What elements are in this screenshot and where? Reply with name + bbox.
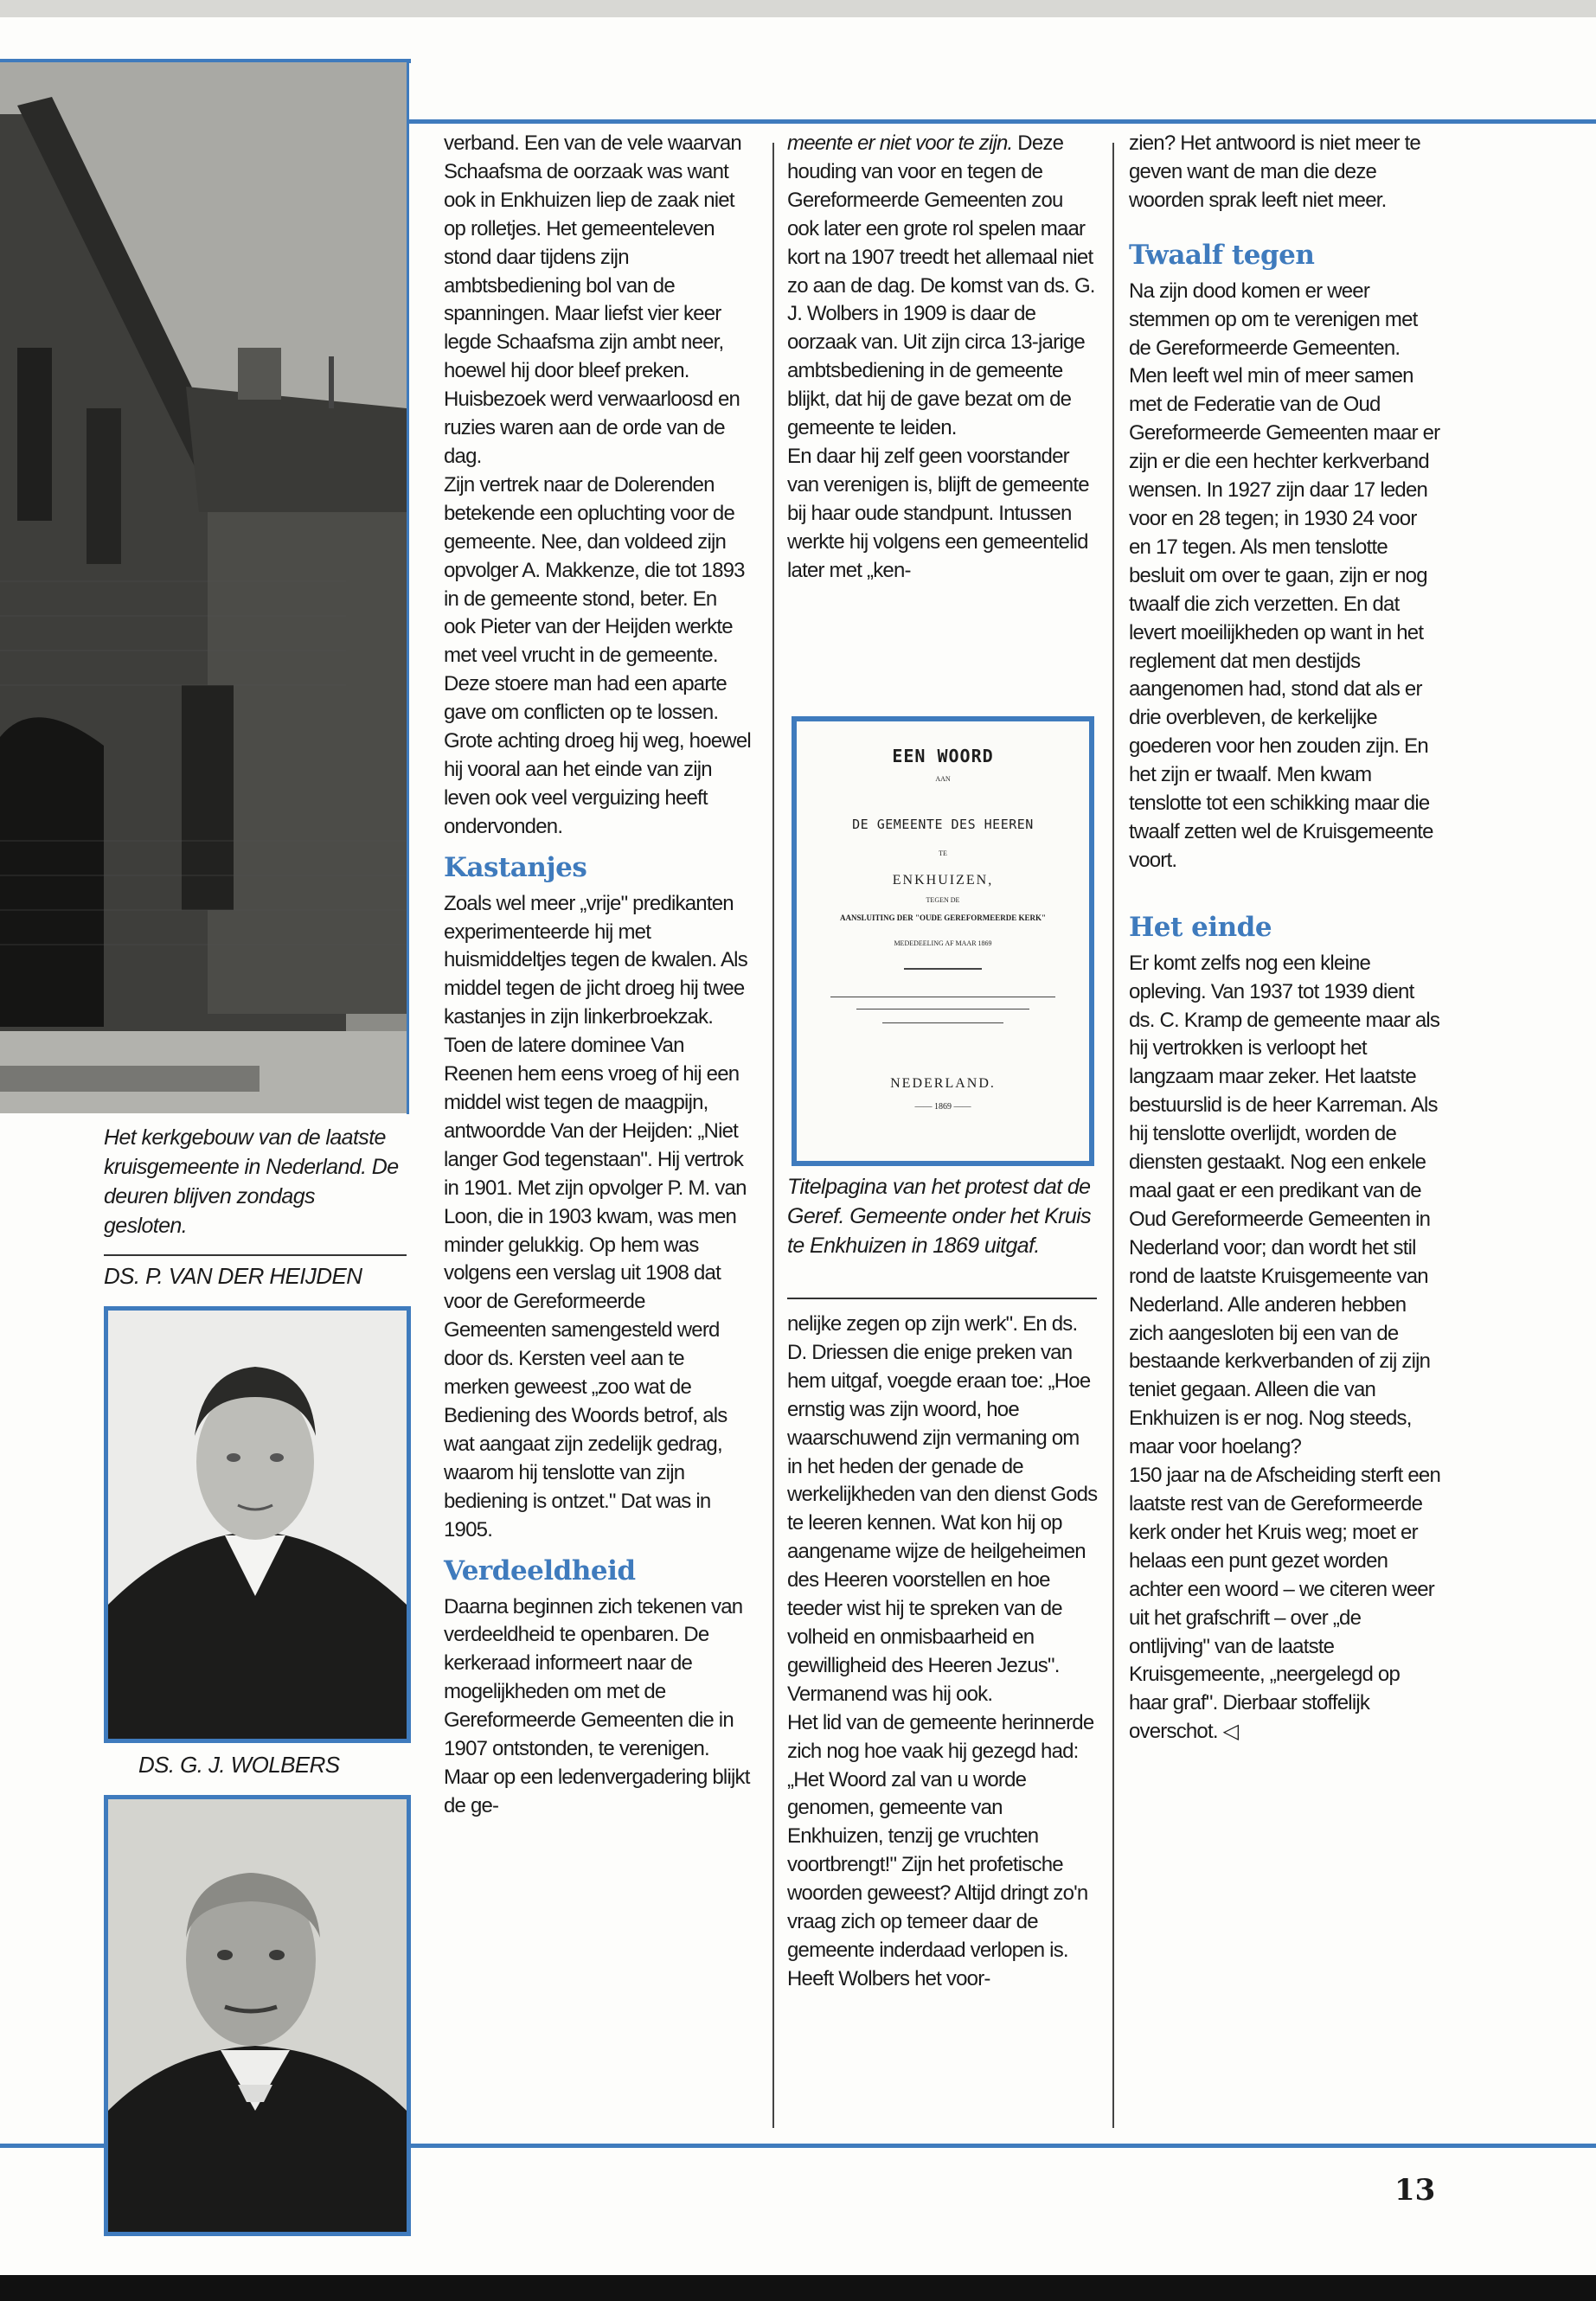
titlepage-line-2: AAN [935, 775, 951, 783]
titlepage-line-3: DE GEMEENTE DES HEEREN [852, 817, 1034, 832]
column3-paragraph-2: Na zijn dood komen er weer stemmen op om te verenigen met de Gereformeerde Gemeenten. Men leeft wel min of meer samen met de Federatie van de Oud Gereformeerde Gemeenten maar er zijn er die een hechter kerkverband wensen. In 1927 zijn daar 17 leden voor en 28 tegen; in 1930 24 voor en 17 tegen. Als men tenslotte besluit om over te gaan, zijn er nog twaalf die zich verzetten. En dat levert moeilijkheden op want in het reglement dat men destijds aangenomen had, stond dat als er drie overbleven, de kerkelijke goederen voor hen zouden zijn. En het zijn er twaalf. Men kwam tenslotte tot een schikking maar die twaalf zetten wel de Kruisgemeente voort. [1129, 279, 1440, 872]
column1-paragraph-4: Daarna beginnen zich tekenen van verdeeldheid te openbaren. De kerkeraad informeert naar de mogelijkheden om met de Gereformeerde Gemeenten die in 1907 ontstonden, te verenigen. Maar op een ledenvergadering blijkt de ge- [444, 1594, 750, 1817]
article-column-2-bottom [787, 1311, 1099, 1994]
top-band [0, 0, 1596, 17]
article-column-1 [444, 130, 751, 1821]
protest-title-page [792, 716, 1094, 1166]
column2-paragraph-1-text: Deze houding van voor en tegen de Gereformeerde Gemeenten zou ook later een grote rol spelen maar kort na 1907 treedt het allemaal niet zo aan de dag. De komst van ds. G. J. Wolbers in 1909 is daar de oorzaak van. Uit zijn circa 13-jarige ambtsbediening in de gemeente blijkt, dat hij de gave bezat om de gemeente te leiden. [787, 131, 1095, 440]
titlepage-rule-1 [904, 968, 982, 970]
heading-het-einde: Het einde [1129, 911, 1272, 943]
column-divider-1 [772, 143, 774, 2128]
church-photo [0, 62, 407, 1113]
page-number: 13 [1394, 2173, 1436, 2208]
titlepage-line-1: EEN WOORD [892, 746, 994, 766]
titlepage-rule-4 [882, 1022, 1003, 1023]
heading-kastanjes: Kastanjes [444, 851, 587, 883]
article-column-2-top [787, 130, 1099, 586]
article-column-3 [1129, 130, 1440, 1747]
titlepage-line-10: —— 1869 —— [914, 1102, 971, 1112]
portrait-van-der-heijden [104, 1306, 411, 1743]
column1-paragraph-3: Zoals wel meer „vrije" predikanten experimenteerde hij met huismiddeltjes tegen de kwalen. Als middel tegen de jicht droeg hij twee kastanjes in zijn linkerbroekzak. Toen de latere dominee Van Reenen hem eens vroeg of hij een middel wist tegen de maagpijn, antwoordde Van der Heijden: „Niet langer God tegenstaan". Hij vertrok in 1901. Met zijn opvolger P. M. van Loon, die in 1903 kwam, was men minder gelukkig. Op hem was volgens een verslag uit 1908 dat voor de Gereformeerde Gemeenten samengesteld werd door ds. Kersten veel aan te merken geweest „zoo wat de Bediening des Woords betrof, als wat aangaat zijn zedelijk gedrag, waarom hij tenslotte van zijn bediening is ontzet." Dat was in 1905. [444, 891, 747, 1541]
column2-paragraph-1 [787, 130, 1099, 443]
portrait-wolbers [104, 1795, 411, 2236]
titlepage-line-9: NEDERLAND. [890, 1076, 996, 1091]
column2-bottom-paragraph-2: Het lid van de gemeente herinnerde zich nog hoe vaak hij gezegd had: „Het Woord zal van u worde genomen, gemeente van Enkhuizen, tenzij ge vruchten voortbrengt!" Zijn het profetische woorden geweest? Altijd dringt zo'n vraag zich op temeer daar de gemeente inderdaad verlopen is. Heeft Wolbers het voor- [787, 1710, 1094, 1990]
column1-paragraph-1: verband. Een van de vele waarvan Schaafsma de oorzaak was want ook in Enkhuizen liep de zaak niet op rolletjes. Het gemeenteleven stond daar tijdens zijn ambtsbediening bol van de spanningen. Maar liefst vier keer legde Schaafsma zijn ambt neer, hoewel hij door bleef preken. Huisbezoek werd verwaarloosd en ruzies waren aan de orde van de dag. [444, 131, 741, 468]
heading-twaalf-tegen: Twaalf tegen [1129, 239, 1315, 271]
column2-paragraph-2: En daar hij zelf geen voorstander van verenigen is, blijft de gemeente bij haar oude standpunt. Intussen werkte hij volgens een gemeentelid later met „ken- [787, 444, 1089, 582]
titlepage-caption: Titelpagina van het protest dat de Geref. Gemeente onder het Kruis te Enkhuizen in 1869 uitgaf. [787, 1175, 1092, 1258]
titlepage-line-6: TEGEN DE [926, 896, 960, 904]
titlepage-line-8: MEDEDEELING AF MAAR 1869 [894, 939, 992, 947]
portrait2-label: DS. G. J. WOLBERS [138, 1752, 340, 1778]
column2-italic-start: meente er niet voor te zijn. [787, 131, 1013, 155]
top-rule [407, 119, 1596, 124]
column3-paragraph-1: zien? Het antwoord is niet meer te geven want de man die deze woorden sprak leeft niet meer. [1129, 131, 1420, 212]
church-caption: Het kerkgebouw van de laatste kruisgemeente in Nederland. De deuren blijven zondags gesloten. [104, 1125, 399, 1238]
titlepage-caption-divider [787, 1298, 1097, 1299]
titlepage-line-4: TE [939, 849, 947, 857]
column2-bottom-paragraph-1: nelijke zegen op zijn werk". En ds. D. Driessen die enige preken van hem uitgaf, voegde eraan toe: „Hoe ernstig was zijn woord, hoe waarschuwend zijn vermaning om in het heden der genade de werkelijkheden van den dienst Gods te leeren kennen. Wat kon hij op aangename wijze de heilgeheimen des Heeren voorstellen en hoe teeder wist hij te spreken van de volheid en onmisbaarheid en gewilligheid des Heeren Jezus". Vermanend was hij ook. [787, 1312, 1098, 1706]
portrait1-label: DS. P. VAN DER HEIJDEN [104, 1263, 362, 1289]
column1-paragraph-2: Zijn vertrek naar de Dolerenden betekende een opluchting voor de gemeente. Nee, dan voldeed zijn opvolger A. Makkenze, die tot 1893 in de gemeente stond, beter. En ook Pieter van der Heijden werkte met veel vrucht in de gemeente. Deze stoere man had een aparte gave om conflicten op te lossen. Grote achting droeg hij weg, hoewel hij vooral aan het einde van zijn leven ook veel verguizing heeft ondervonden. [444, 472, 751, 838]
titlepage-line-7: AANSLUITING DER "OUDE GEREFORMEERDE KERK" [839, 913, 1047, 922]
frame-right-edge [407, 59, 409, 1114]
column3-paragraph-4: 150 jaar na de Afscheiding sterft een laatste rest van de Gereformeerde kerk onder het Kruis weg; moet er helaas een punt gezet worden achter een woord – we citeren weer uit het grafschrift – over „de ontlijving" van de laatste Kruisgemeente, „neergelegd op haar graf". Dierbaar stoffelijk overschot. ◁ [1129, 1464, 1441, 1744]
caption-divider [104, 1254, 407, 1256]
heading-verdeeldheid: Verdeeldheid [444, 1554, 636, 1586]
column-divider-2 [1112, 143, 1114, 2128]
column3-paragraph-3: Er komt zelfs nog een kleine opleving. Van 1937 tot 1939 dient ds. C. Kramp de gemeente maar als hij vertrokken is verloopt het langzaam maar zeker. Het laatste bestuurslid is de heer Karreman. Als hij tenslotte overlijdt, worden de diensten gestaakt. Nog een enkele maal gaat er een predikant van de Oud Gereformeerde Gemeenten in Nederland voor; dan wordt het stil rond de laatste Kruisgemeente van Nederland. Alle anderen hebben zich aangesloten bij een van de bestaande kerkverbanden of zij zijn teniet gegaan. Alleen die van Enkhuizen is er nog. Nog steeds, maar voor hoelang? [1129, 951, 1440, 1459]
titlepage-line-5: ENKHUIZEN, [892, 873, 994, 888]
bottom-band [0, 2275, 1596, 2301]
